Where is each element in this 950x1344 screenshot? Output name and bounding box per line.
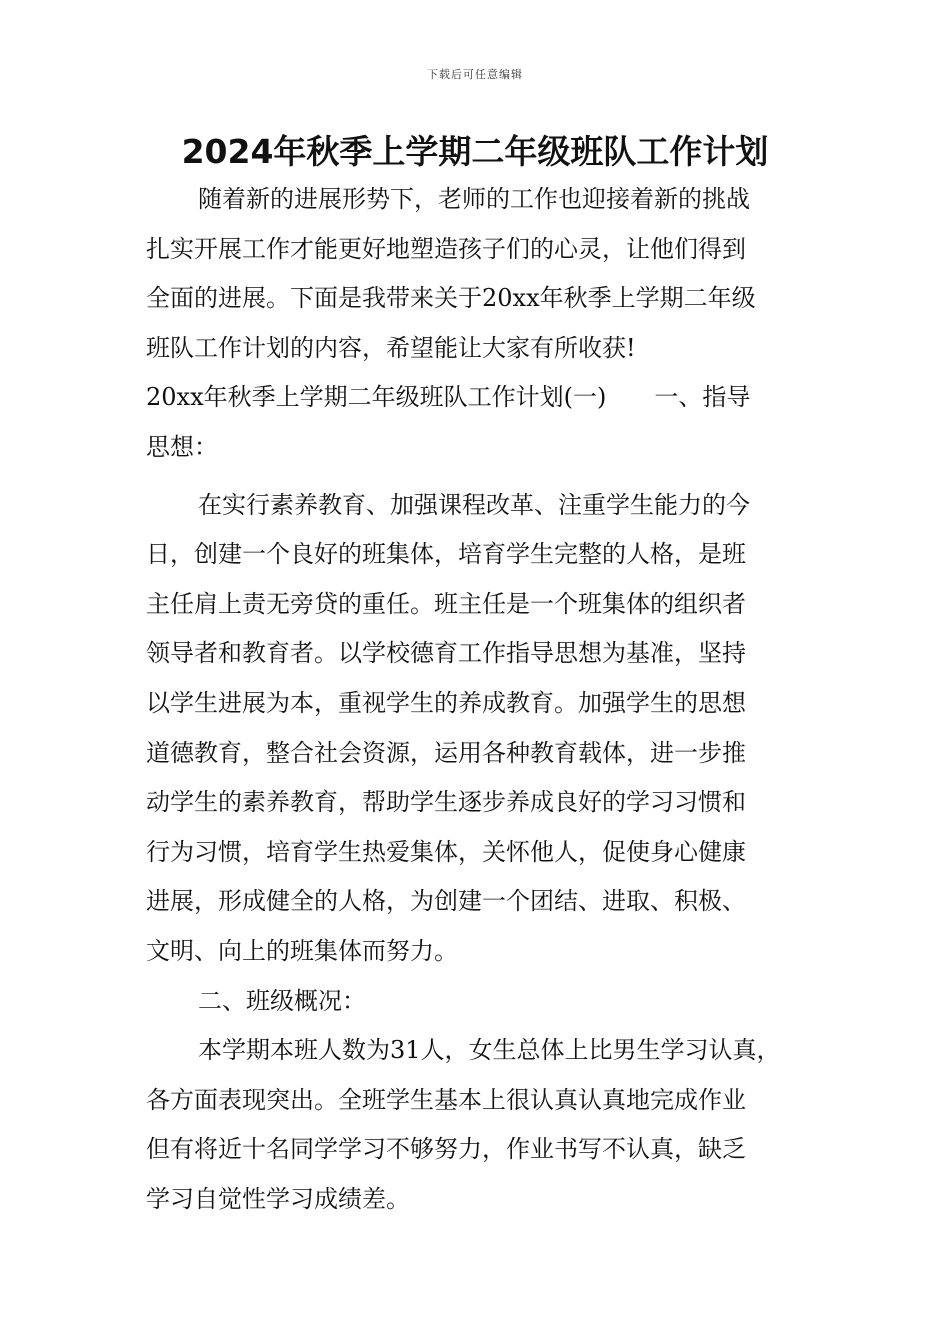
header-note: 下载后可任意编辑: [427, 68, 523, 81]
class-overview-line-1: 本学期本班人数为31人，女生总体上比男生学习认真，: [198, 1036, 781, 1065]
guiding-thought-line-4: 领导者和教育者。以学校德育工作指导思想为基准，坚持: [146, 639, 746, 668]
guiding-thought-line-3: 主任肩上责无旁贷的重任。班主任是一个班集体的组织者: [146, 589, 746, 618]
intro-line-3: 全面的进展。下面是我带来关于20xx年秋季上学期二年级: [146, 284, 756, 313]
guiding-thought-line-6: 道德教育，整合社会资源，运用各种教育载体，进一步推: [146, 738, 746, 767]
section-heading-class-overview: 二、班级概况：: [198, 986, 366, 1015]
guiding-thought-line-5: 以学生进展为本，重视学生的养成教育。加强学生的思想: [146, 688, 746, 717]
section-heading-plan-one: 20xx年秋季上学期二年级班队工作计划(一) 一、指导: [146, 383, 751, 412]
guiding-thought-line-2: 日，创建一个良好的班集体，培育学生完整的人格，是班: [146, 540, 746, 569]
document-body: [146, 175, 811, 1224]
section-heading-guiding-thought: 思想：: [146, 432, 218, 461]
intro-line-2: 扎实开展工作才能更好地塑造孩子们的心灵，让他们得到: [146, 234, 746, 263]
guiding-thought-line-9: 进展，形成健全的人格，为创建一个团结、进取、积极、: [146, 887, 746, 916]
intro-line-4: 班队工作计划的内容，希望能让大家有所收获!: [146, 333, 636, 362]
class-overview-line-4: 学习自觉性学习成绩差。: [146, 1184, 410, 1213]
class-overview-line-3: 但有将近十名同学学习不够努力，作业书写不认真，缺乏: [146, 1135, 746, 1164]
guiding-thought-line-1: 在实行素养教育、加强课程改革、注重学生能力的今: [198, 490, 750, 519]
paragraph-gap: [146, 473, 811, 481]
class-overview-line-2: 各方面表现突出。全班学生基本上很认真认真地完成作业: [146, 1085, 746, 1114]
guiding-thought-line-7: 动学生的素养教育，帮助学生逐步养成良好的学习习惯和: [146, 788, 746, 817]
intro-line-1: 随着新的进展形势下，老师的工作也迎接着新的挑战: [198, 185, 750, 213]
document-title: 2024年秋季上学期二年级班队工作计划: [181, 132, 769, 171]
guiding-thought-line-10: 文明、向上的班集体而努力。: [146, 936, 458, 965]
guiding-thought-line-8: 行为习惯，培育学生热爱集体，关怀他人，促使身心健康: [146, 837, 746, 866]
